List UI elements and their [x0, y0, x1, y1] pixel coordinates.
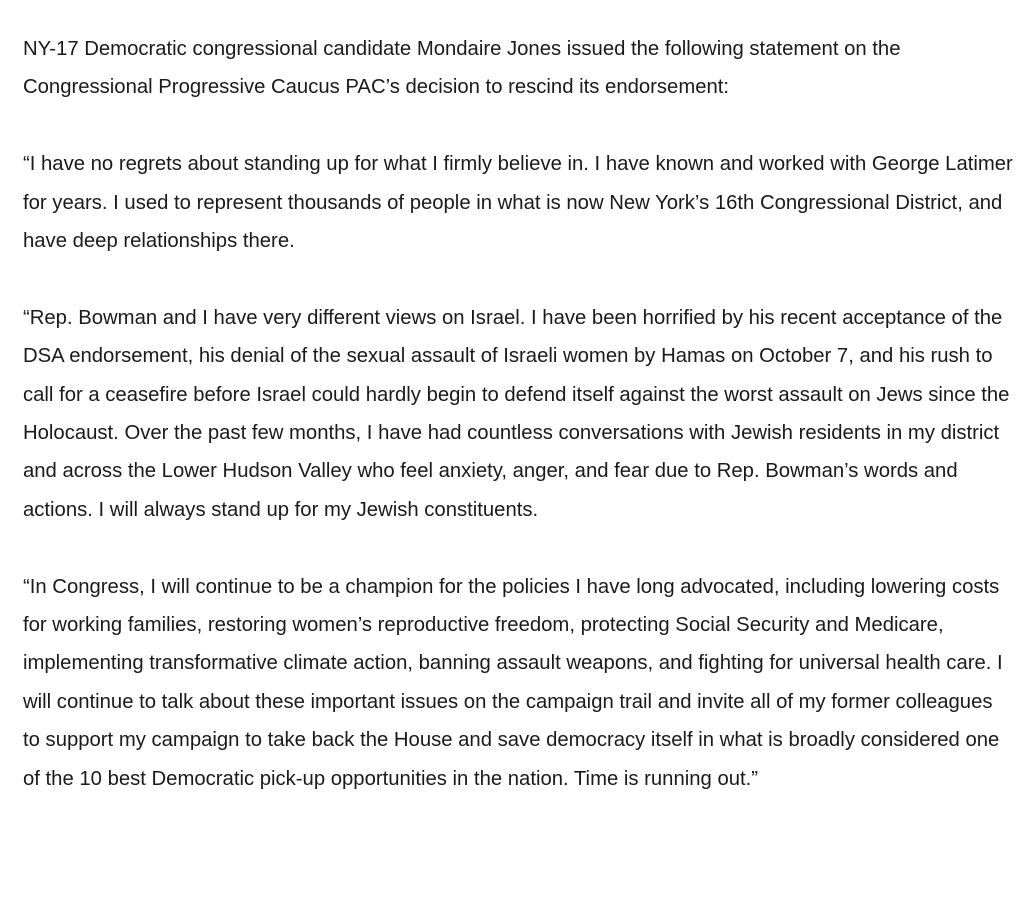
statement-document: [23, 30, 1013, 798]
quote-paragraph-congress: “In Congress, I will continue to be a champion for the policies I have long advocated, including lowering costs for working families, restoring women’s reproductive freedom, protecting Social Security and Medicare, implementing transformative climate action, banning assault weapons, and fighting for universal health care. I will continue to talk about these important issues on the campaign trail and invite all of my former colleagues to support my campaign to take back the House and save democracy itself in what is broadly considered one of the 10 best Democratic pick-up opportunities in the nation. Time is running out.”: [23, 575, 1003, 790]
quote-paragraph-bowman: “Rep. Bowman and I have very different views on Israel. I have been horrified by his recent acceptance of the DSA endorsement, his denial of the sexual assault of Israeli women by Hamas on October 7, and his rush to call for a ceasefire before Israel could hardly begin to defend itself against the worst assault on Jews since the Holocaust. Over the past few months, I have had countless conversations with Jewish residents in my district and across the Lower Hudson Valley who feel anxiety, anger, and fear due to Rep. Bowman’s words and actions. I will always stand up for my Jewish constituents.: [23, 306, 1010, 521]
quote-paragraph-latimer: “I have no regrets about standing up for what I firmly believe in. I have known and worked with George Latimer for years. I used to represent thousands of people in what is now New York’s 16th Congressional District, and have deep relationships there.: [23, 153, 1013, 253]
intro-paragraph: NY-17 Democratic congressional candidate Mondaire Jones issued the following statement on the Congressional Progressive Caucus PAC’s decision to rescind its endorsement:: [23, 38, 901, 99]
